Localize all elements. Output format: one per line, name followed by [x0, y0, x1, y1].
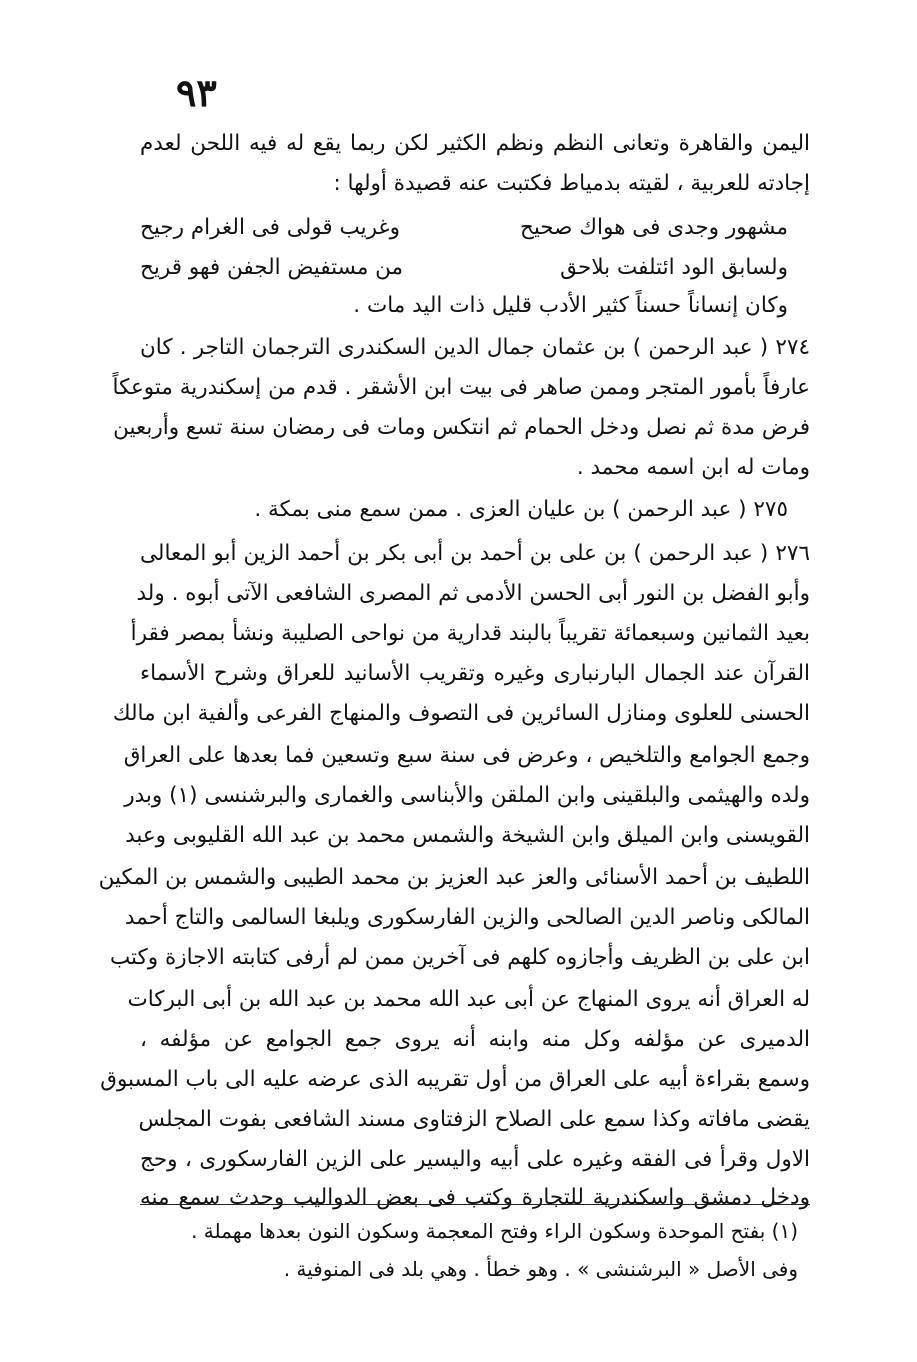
- text-line: بعيد الثمانين وسبعمائة تقريباً بالبند قدارية من نواحى الصليبة ونشأ بمصر فقرأ: [130, 621, 810, 646]
- text-line: له العراق أنه يروى المنهاج عن أبى عبد الله محمد بن عبد الله بن أبى البركات: [127, 987, 810, 1012]
- verse-2-first-hemistich: ولسابق الود ائتلفت بلاحق: [560, 255, 788, 280]
- text-line: عارفاً بأمور المتجر وممن صاهر فى بيت ابن الأشقر . قدم من إسكندرية متوعكاً: [112, 375, 810, 400]
- verse-2-second-hemistich: من مستفيض الجفن فهو قريح: [140, 255, 404, 280]
- text-line: إجادته للعربية ، لقيته بدمياط فكتبت عنه قصيدة أولها :: [333, 171, 810, 196]
- entry-275: ٢٧٥ ( عبد الرحمن ) بن عليان العزى . ممن سمع منى بمكة .: [254, 497, 788, 522]
- text-line: وأبو الفضل بن النور أبى الحسن الأدمى ثم المصرى الشافعى الآتى أبوه . ولد: [136, 581, 810, 606]
- page-number: ٩٣: [176, 70, 217, 115]
- text-line: ولده والهيثمى والبلقينى وابن الملقن والأبناسى والغمارى والبرشنسى (١) وبدر: [124, 783, 810, 808]
- text-line: ومات له ابن اسمه محمد .: [576, 455, 810, 480]
- text-line: يقضى مافاته وكذا سمع على الصلاح الزفتاوى مسند الشافعى بفوت المجلس: [138, 1107, 810, 1132]
- entry-276-heading: ٢٧٦ ( عبد الرحمن ) بن على بن أحمد بن أبى بكر بن أحمد الزين أبو المعالى: [140, 541, 810, 566]
- text-line: الدميرى عن مؤلفه وكل منه وابنه أنه يروى جمع الجوامع عن مؤلفه ،: [140, 1027, 810, 1052]
- text-line: وسمع بقراءة أبيه على العراق من أول تقريبه الذى عرضه عليه الى باب المسبوق: [100, 1067, 810, 1092]
- text-line: الاول وقرأ فى الفقه وغيره على أبيه واليسير على الزين الفارسكورى ، وحج: [140, 1147, 810, 1172]
- text-line: ودخل دمشق واسكندرية للتجارة وكتب فى بعض الدواليب وحدث سمع منه: [140, 1185, 810, 1210]
- footnote-line: (١) بفتح الموحدة وسكون الراء وفتح المعجمة وسكون النون بعدها مهملة .: [191, 1219, 798, 1243]
- text-line: فرض مدة ثم نصل ودخل الحمام ثم انتكس ومات فى رمضان سنة تسع وأربعين: [113, 415, 810, 440]
- text-line: المالكى وناصر الدين الصالحى والزين الفارسكورى ويلبغا السالمى والتاج أحمد: [124, 905, 810, 930]
- entry-274-heading: ٢٧٤ ( عبد الرحمن ) بن عثمان جمال الدين السكندرى الترجمان التاجر . كان: [140, 335, 810, 360]
- verse-1-first-hemistich: مشهور وجدى فى هواك صحيح: [519, 215, 788, 240]
- text-line: القرآن عند الجمال البارنبارى وغيره وتقريب الأسانيد للعراق وشرح الأسماء: [140, 661, 810, 686]
- text-line: اليمن والقاهرة وتعانى النظم ونظم الكثير لكن ربما يقع له فيه اللحن لعدم: [140, 131, 810, 156]
- text-line: الحسنى للعلوى ومنازل السائرين فى التصوف والمنهاج الفرعى وألفية ابن مالك: [112, 701, 810, 726]
- text-line: وكان إنساناً حسناً كثير الأدب قليل ذات اليد مات .: [353, 293, 788, 318]
- footnote-line: وفى الأصل « البرشنشى » . وهو خطأ . وهي بلد فى المنوفية .: [283, 1257, 798, 1281]
- verse-1-second-hemistich: وغريب قولى فى الغرام رجيح: [140, 215, 401, 240]
- text-line: القويسنى وابن الميلق وابن الشيخة والشمس محمد بن عبد الله القليوبى وعبد: [125, 823, 810, 848]
- footnote-divider: [140, 1204, 810, 1205]
- text-line: اللطيف بن أحمد الأسنائى والعز عبد العزيز بن محمد الطيبى والشمس بن المكين: [98, 865, 810, 890]
- text-line: وجمع الجوامع والتلخيص ، وعرض فى سنة سبع وتسعين فما بعدها على العراق: [123, 743, 810, 768]
- text-line: ابن على بن الظريف وأجازوه كلهم فى آخرين ممن لم أرفى كتابته الاجازة وكتب: [109, 945, 810, 970]
